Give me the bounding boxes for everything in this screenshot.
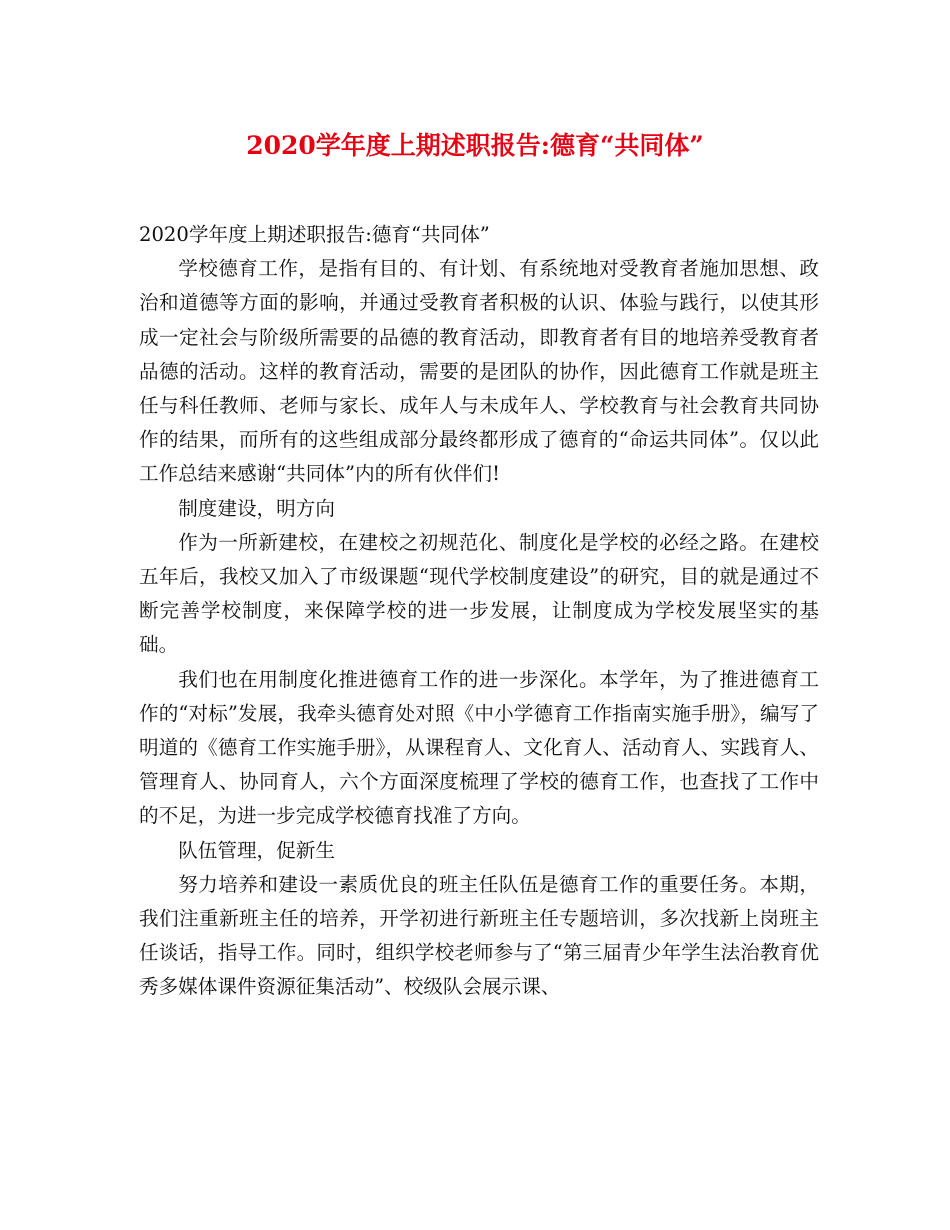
section-heading-system: 制度建设，明方向 [178, 496, 335, 520]
paragraph-subtitle: 2020学年度上期述职报告:德育“共同体” [139, 223, 490, 246]
section-heading-team: 队伍管理，促新生 [178, 838, 335, 862]
document-body [139, 218, 819, 1005]
paragraph-team-1: 努力培养和建设一素质优良的班主任队伍是德育工作的重要任务。本期，我们注重新班主任的培养，开学初进行新班主任专题培训，多次找新上岗班主任谈话，指导工作。同时，组织学校老师参与了“第三届青少年学生法治教育优秀多媒体课件资源征集活动”、校级队会展示课、 [139, 872, 819, 999]
paragraph-intro: 学校德育工作，是指有目的、有计划、有系统地对受教育者施加思想、政治和道德等方面的影响，并通过受教育者积极的认识、体验与践行，以使其形成一定社会与阶级所需要的品德的教育活动，即教育者有目的地培养受教育者品德的活动。这样的教育活动，需要的是团队的协作，因此德育工作就是班主任与科任教师、老师与家长、成年人与未成年人、学校教育与社会教育共同协作的结果，而所有的这些组成部分最终都形成了德育的“命运共同体”。仅以此工作总结来感谢“共同体”内的所有伙伴们! [139, 257, 819, 486]
paragraph-system-2: 我们也在用制度化推进德育工作的进一步深化。本学年，为了推进德育工作的“对标”发展，我牵头德育处对照《中小学德育工作指南实施手册》，编写了明道的《德育工作实施手册》，从课程育人、文化育人、活动育人、实践育人、管理育人、协同育人，六个方面深度梳理了学校的德育工作，也查找了工作中的不足，为进一步完成学校德育找准了方向。 [139, 667, 819, 828]
document-title: 2020学年度上期述职报告:德育“共同体” [246, 131, 704, 160]
paragraph-system-1: 作为一所新建校，在建校之初规范化、制度化是学校的必经之路。在建校五年后，我校又加入了市级课题“现代学校制度建设”的研究，目的就是通过不断完善学校制度，来保障学校的进一步发展，让制度成为学校发展坚实的基础。 [139, 530, 819, 657]
